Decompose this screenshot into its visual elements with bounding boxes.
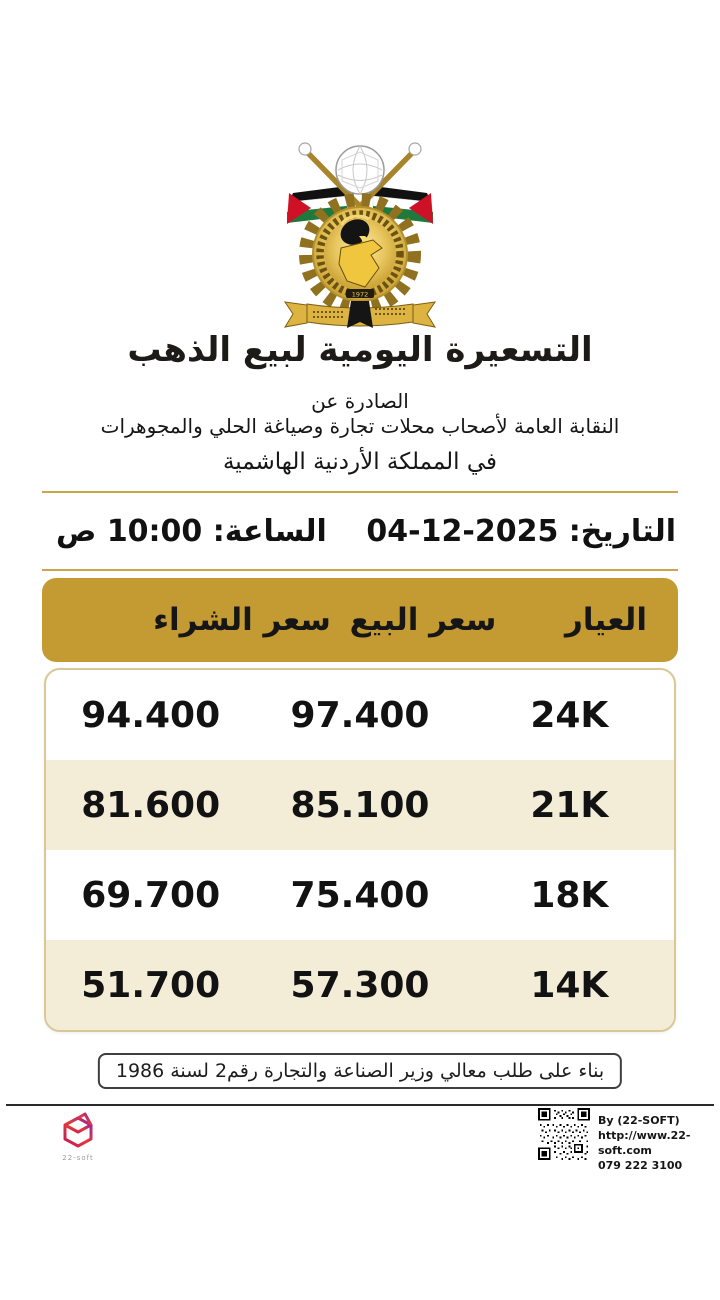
credit-url: http://www.22-soft.com xyxy=(598,1129,691,1157)
issuer-line-3: في المملكة الأردنية الهاشمية xyxy=(222,449,498,475)
issuer-line-2: النقابة العامة لأصحاب محلات تجارة وصياغة الحلي والمجوهرات xyxy=(100,414,620,438)
credit-by: By (22-SOFT) xyxy=(598,1114,680,1127)
karat-value: 14K xyxy=(530,964,609,1006)
table-row xyxy=(46,940,674,1030)
legal-note: بناء على طلب معالي وزير الصناعة والتجارة رقم2 لسنة 1986 xyxy=(98,1053,622,1089)
buy-price: 51.700 xyxy=(81,964,221,1006)
header-sell-price: سعر البيع xyxy=(349,602,497,638)
karat-value: 18K xyxy=(530,874,609,916)
cube-logo-icon xyxy=(58,1112,98,1152)
divider-bottom xyxy=(42,569,678,571)
sell-price: 85.100 xyxy=(290,784,430,826)
date-time-row xyxy=(0,508,720,560)
buy-price: 69.700 xyxy=(81,874,221,916)
price-table-body xyxy=(44,668,676,1032)
software-credit xyxy=(598,1113,720,1173)
header-buy-price: سعر الشراء xyxy=(153,602,331,638)
time-text xyxy=(56,514,327,549)
time-label: الساعة: xyxy=(212,514,327,549)
emblem-year: 1972 xyxy=(351,290,369,299)
sell-price: 57.300 xyxy=(290,964,430,1006)
brand-label: 22-soft xyxy=(62,1154,94,1162)
time-suffix: ص xyxy=(56,514,97,549)
table-row xyxy=(46,850,674,940)
qr-code-icon xyxy=(538,1108,590,1160)
software-brand xyxy=(52,1112,104,1162)
issuer-line-1: الصادرة عن xyxy=(311,389,409,413)
founding-year-banner xyxy=(346,289,374,299)
table-row xyxy=(46,670,674,760)
header-karat: العيار xyxy=(565,602,647,638)
sell-price: 75.400 xyxy=(290,874,430,916)
credit-phone: 079 222 3100 xyxy=(598,1159,683,1172)
price-table-header xyxy=(42,578,678,662)
divider-top xyxy=(42,491,678,493)
footer-divider xyxy=(6,1104,714,1106)
buy-price: 81.600 xyxy=(81,784,221,826)
table-row xyxy=(46,760,674,850)
sell-price: 97.400 xyxy=(290,694,430,736)
syndicate-emblem xyxy=(275,136,445,336)
page-title: التسعيرة اليومية لبيع الذهب xyxy=(127,330,593,370)
date-label: التاريخ: xyxy=(568,514,676,549)
time-value: 10:00 xyxy=(106,514,203,549)
emblem-graphic xyxy=(275,136,445,332)
qr-code xyxy=(538,1108,590,1164)
karat-value: 21K xyxy=(530,784,609,826)
globe-icon xyxy=(336,146,384,194)
buy-price: 94.400 xyxy=(81,694,221,736)
ribbon-banner xyxy=(285,301,435,328)
date-text xyxy=(366,514,676,549)
karat-value: 24K xyxy=(530,694,609,736)
date-value: 04-12-2025 xyxy=(366,514,559,549)
